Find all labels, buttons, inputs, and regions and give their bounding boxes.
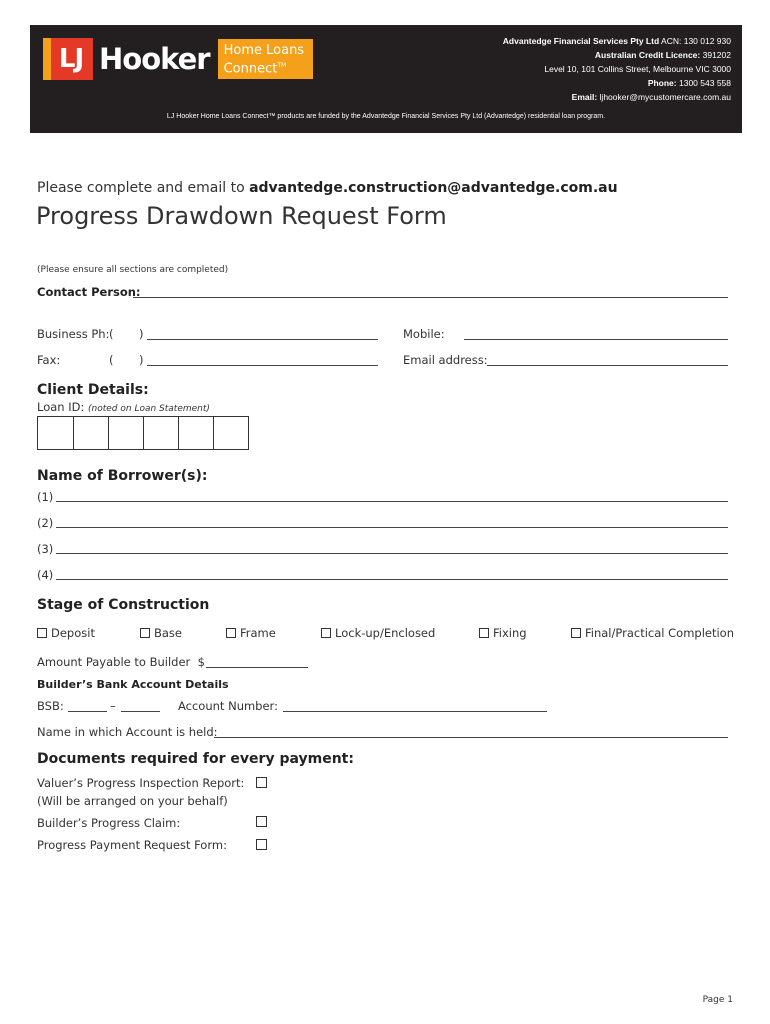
checkbox-icon[interactable]: [226, 628, 236, 638]
phone-label: Phone:: [647, 78, 677, 89]
logo-lj-text: LJ: [58, 44, 84, 74]
loan-id-label: Loan ID: (noted on Loan Statement): [37, 400, 210, 414]
checkbox-icon[interactable]: [571, 628, 581, 638]
email-label: Email:: [571, 92, 598, 103]
licence-label: Australian Credit Licence:: [594, 50, 701, 61]
business-phone-field[interactable]: [147, 339, 378, 340]
licence-number: 391202: [702, 50, 731, 61]
company-details: [503, 34, 731, 104]
checkbox-icon[interactable]: [479, 628, 489, 638]
amount-payable-field[interactable]: [206, 667, 308, 668]
logo-product-line1: Home Loans: [223, 43, 305, 58]
completion-note: (Please ensure all sections are completed): [37, 265, 229, 275]
mobile-field[interactable]: [464, 339, 728, 340]
bsb-separator: –: [110, 699, 116, 713]
account-held-label: Name in which Account is held:: [37, 725, 218, 739]
email-line: [503, 90, 731, 104]
phone-line: [503, 76, 731, 90]
bsb-field-part1[interactable]: [68, 711, 107, 712]
loan-id-digit-box[interactable]: [213, 416, 249, 450]
mobile-label: Mobile:: [403, 327, 445, 341]
contact-person-field[interactable]: [133, 297, 728, 298]
stage-option-lockup[interactable]: Lock-up/Enclosed: [321, 626, 435, 640]
documents-heading: Documents required for every payment:: [37, 751, 354, 767]
phone-number: 1300 543 558: [679, 78, 731, 89]
stage-option-fixing[interactable]: Fixing: [479, 626, 527, 640]
company-name: Advantedge Financial Services Pty Ltd: [502, 36, 660, 46]
loan-id-boxes: [37, 416, 249, 450]
logo-hooker-text: Hooker: [99, 42, 210, 76]
stage-option-base[interactable]: Base: [140, 626, 182, 640]
bsb-label: BSB:: [37, 699, 64, 713]
stage-option-final[interactable]: Final/Practical Completion: [571, 626, 734, 640]
page-title: Progress Drawdown Request Form: [36, 202, 447, 230]
loan-id-digit-box[interactable]: [37, 416, 74, 450]
stage-option-deposit[interactable]: Deposit: [37, 626, 95, 640]
borrower-name-field-2[interactable]: [56, 527, 728, 528]
email-address-label: Email address:: [403, 353, 488, 367]
borrower-number-2: (2): [37, 516, 54, 530]
document-valuer-checkbox[interactable]: [256, 777, 267, 788]
fax-paren-open: (: [109, 353, 114, 367]
document-valuer-label: Valuer’s Progress Inspection Report:: [37, 776, 245, 790]
header-footnote: LJ Hooker Home Loans Connect™ products are funded by the Advantedge Financial Services Pty Ltd (Advantedge) residential loan program.: [166, 113, 606, 120]
document-valuer-subtext: (Will be arranged on your behalf): [37, 794, 228, 808]
borrower-name-field-3[interactable]: [56, 553, 728, 554]
logo-product-line2: Connect™: [223, 61, 287, 77]
home-loans-connect-logo: [218, 39, 313, 79]
account-number-field[interactable]: [283, 711, 547, 712]
logo-tm: TM: [277, 62, 287, 69]
business-phone-paren-close: ): [139, 327, 144, 341]
checkbox-icon[interactable]: [37, 628, 47, 638]
checkbox-icon[interactable]: [140, 628, 150, 638]
company-acn: ACN: 130 012 930: [661, 36, 731, 46]
business-phone-paren-open: (: [109, 327, 114, 341]
account-number-label: Account Number:: [178, 699, 278, 713]
bank-details-heading: Builder’s Bank Account Details: [37, 678, 229, 691]
company-address: Level 10, 101 Collins Street, Melbourne VIC 3000: [544, 64, 731, 75]
licence-line: [503, 48, 731, 62]
borrower-name-field-1[interactable]: [56, 501, 728, 502]
company-line: [503, 34, 731, 48]
loan-id-note: (noted on Loan Statement): [88, 404, 210, 414]
borrower-number-4: (4): [37, 568, 54, 582]
loan-id-digit-box[interactable]: [178, 416, 214, 450]
contact-person-label: Contact Person:: [37, 285, 141, 299]
stage-option-frame[interactable]: Frame: [226, 626, 276, 640]
fax-field[interactable]: [147, 365, 378, 366]
email-address-link[interactable]: ljhooker@mycustomercare.com.au: [599, 92, 731, 103]
business-phone-label: Business Ph:: [37, 327, 110, 341]
client-details-heading: Client Details:: [37, 382, 149, 398]
email-address-field[interactable]: [487, 365, 728, 366]
loan-id-digit-box[interactable]: [143, 416, 179, 450]
stage-heading: Stage of Construction: [37, 597, 210, 613]
currency-symbol: $: [197, 655, 205, 669]
loan-id-digit-box[interactable]: [73, 416, 109, 450]
lj-logo-mark: [43, 38, 93, 80]
header-banner: [30, 25, 742, 133]
borrower-number-1: (1): [37, 490, 54, 504]
page-number: Page 1: [702, 995, 733, 1005]
lj-hooker-logo: [43, 38, 313, 80]
loan-id-digit-box[interactable]: [108, 416, 144, 450]
document-payment-request-checkbox[interactable]: [256, 839, 267, 850]
amount-payable-label: Amount Payable to Builder $: [37, 655, 205, 669]
document-payment-request-label: Progress Payment Request Form:: [37, 838, 227, 852]
borrower-number-3: (3): [37, 542, 54, 556]
bsb-field-part2[interactable]: [121, 711, 160, 712]
checkbox-icon[interactable]: [321, 628, 331, 638]
submission-email-link[interactable]: advantedge.construction@advantedge.com.au: [249, 180, 618, 196]
intro-text: Please complete and email to advantedge.construction@advantedge.com.au: [37, 180, 618, 196]
document-builder-claim-checkbox[interactable]: [256, 816, 267, 827]
document-builder-claim-label: Builder’s Progress Claim:: [37, 816, 181, 830]
borrowers-heading: Name of Borrower(s):: [37, 468, 208, 484]
fax-paren-close: ): [139, 353, 144, 367]
fax-label: Fax:: [37, 353, 61, 367]
account-held-field[interactable]: [214, 737, 728, 738]
borrower-name-field-4[interactable]: [56, 579, 728, 580]
